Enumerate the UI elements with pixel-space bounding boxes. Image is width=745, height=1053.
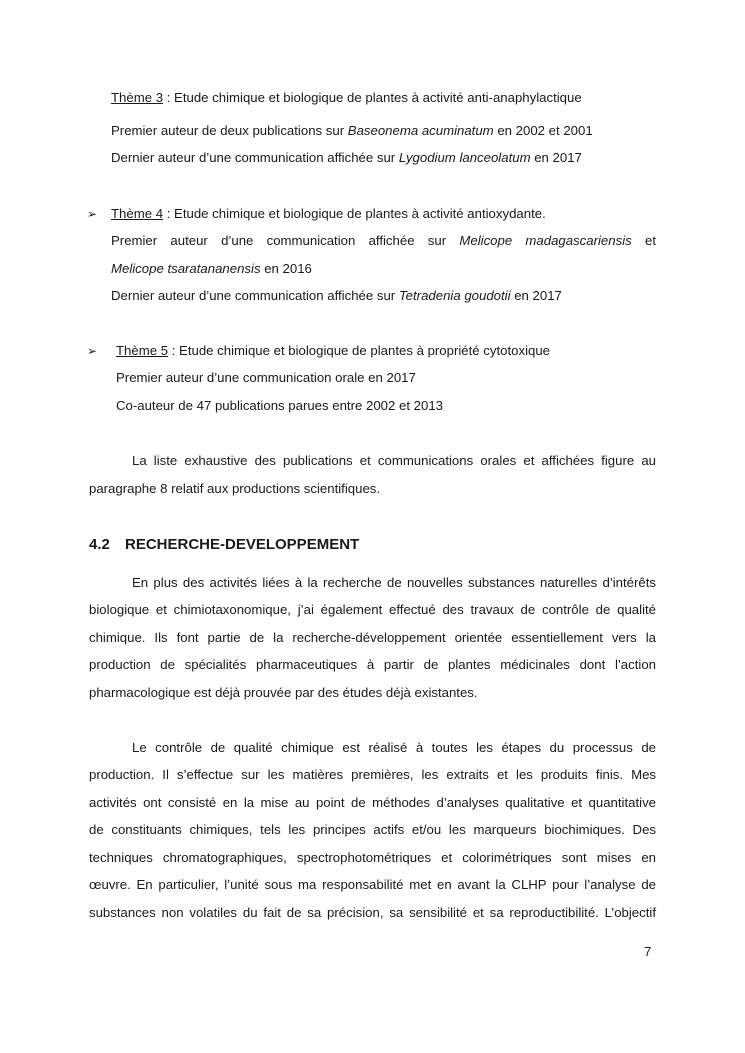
- theme-5-heading: [116, 343, 550, 359]
- text-run: en 2017: [530, 150, 582, 165]
- species-name: Lygodium lanceolatum: [398, 150, 531, 165]
- paragraph-2-line: œuvre. En particulier, l’unité sous ma responsabilité met en avant la CLHP pour l’analyse de: [89, 877, 656, 892]
- paragraph-2-line: Le contrôle de qualité chimique est réalisé à toutes les étapes du processus de: [132, 740, 656, 755]
- text-run: en 2002 et 2001: [493, 123, 593, 138]
- text-run: en 2016: [260, 261, 312, 276]
- bullet-arrow-icon: ➢: [87, 344, 98, 358]
- paragraph-2-line: de constituants chimiques, tels les principes actifs et/ou les marqueurs biochimiques. Des: [89, 822, 656, 837]
- section-title: RECHERCHE-DEVELOPPEMENT: [125, 536, 360, 553]
- paragraph-2-line: substances non volatiles du fait de sa précision, sa sensibilité et sa reproductibilité. L’objectif: [89, 905, 656, 920]
- theme-4-line-1: [111, 233, 656, 249]
- paragraph-2-line: techniques chromatographiques, spectrophotométriques et colorimétriques sont mises en: [89, 850, 656, 865]
- paragraph-1-line: En plus des activités liées à la recherche de nouvelles substances naturelles d’intérêts: [132, 575, 656, 590]
- theme-5-line-1: Premier auteur d’une communication orale en 2017: [116, 370, 416, 385]
- theme-4-title: : Etude chimique et biologique de plantes à activité antioxydante.: [163, 206, 546, 221]
- theme-5-line-2: Co-auteur de 47 publications parues entre 2002 et 2013: [116, 398, 443, 413]
- paragraph-2-line: activités ont consisté en la mise au point de méthodes d’analyses qualitative et quantitative: [89, 795, 656, 810]
- theme-3-title: : Etude chimique et biologique de plantes à activité anti-anaphylactique: [163, 90, 582, 105]
- intro-paragraph-line-2: paragraphe 8 relatif aux productions scientifiques.: [89, 481, 381, 496]
- theme-3-line-1: [111, 123, 593, 139]
- text-run: en 2017: [510, 288, 562, 303]
- paragraph-1-line: production de spécialités pharmaceutiques à partir de plantes médicinales dont l’action: [89, 657, 656, 672]
- theme-3-label: Thème 3: [111, 90, 164, 105]
- paragraph-1-line: biologique et chimiotaxonomique, j’ai également effectué des travaux de contrôle de qualité: [89, 602, 656, 617]
- text-run: Dernier auteur d’une communication affichée sur: [111, 150, 399, 165]
- text-run: Premier auteur de deux publications sur: [111, 123, 348, 138]
- species-name: Tetradenia goudotii: [398, 288, 511, 303]
- intro-paragraph-line-1: La liste exhaustive des publications et communications orales et affichées figure au: [132, 453, 656, 468]
- text-run: Premier auteur d’une communication affichée sur: [111, 233, 460, 248]
- paragraph-2-line: production. Il s’effectue sur les matières premières, les extraits et les produits finis. Mes: [89, 767, 656, 782]
- theme-3-heading: [111, 90, 582, 106]
- theme-4-line-3: [111, 288, 562, 304]
- section-heading: [89, 536, 359, 554]
- paragraph-1-line: pharmacologique est déjà prouvée par des études déjà existantes.: [89, 685, 478, 700]
- theme-5-label: Thème 5: [116, 343, 169, 358]
- theme-4-line-2: [111, 261, 312, 277]
- theme-3-line-2: [111, 150, 582, 166]
- text-run: Dernier auteur d’une communication affichée sur: [111, 288, 399, 303]
- page-number: 7: [644, 944, 652, 959]
- section-number: 4.2: [89, 536, 110, 553]
- species-name: Melicope tsaratananensis: [111, 261, 261, 276]
- text-run: et: [631, 233, 656, 248]
- theme-4-heading: [111, 206, 546, 222]
- theme-4-label: Thème 4: [111, 206, 164, 221]
- theme-5-title: : Etude chimique et biologique de plantes à propriété cytotoxique: [168, 343, 551, 358]
- bullet-arrow-icon: ➢: [87, 207, 98, 221]
- species-name: Baseonema acuminatum: [347, 123, 494, 138]
- species-name: Melicope madagascariensis: [459, 233, 632, 248]
- paragraph-1-line: chimique. Ils font partie de la recherche-développement orientée essentiellement vers la: [89, 630, 656, 645]
